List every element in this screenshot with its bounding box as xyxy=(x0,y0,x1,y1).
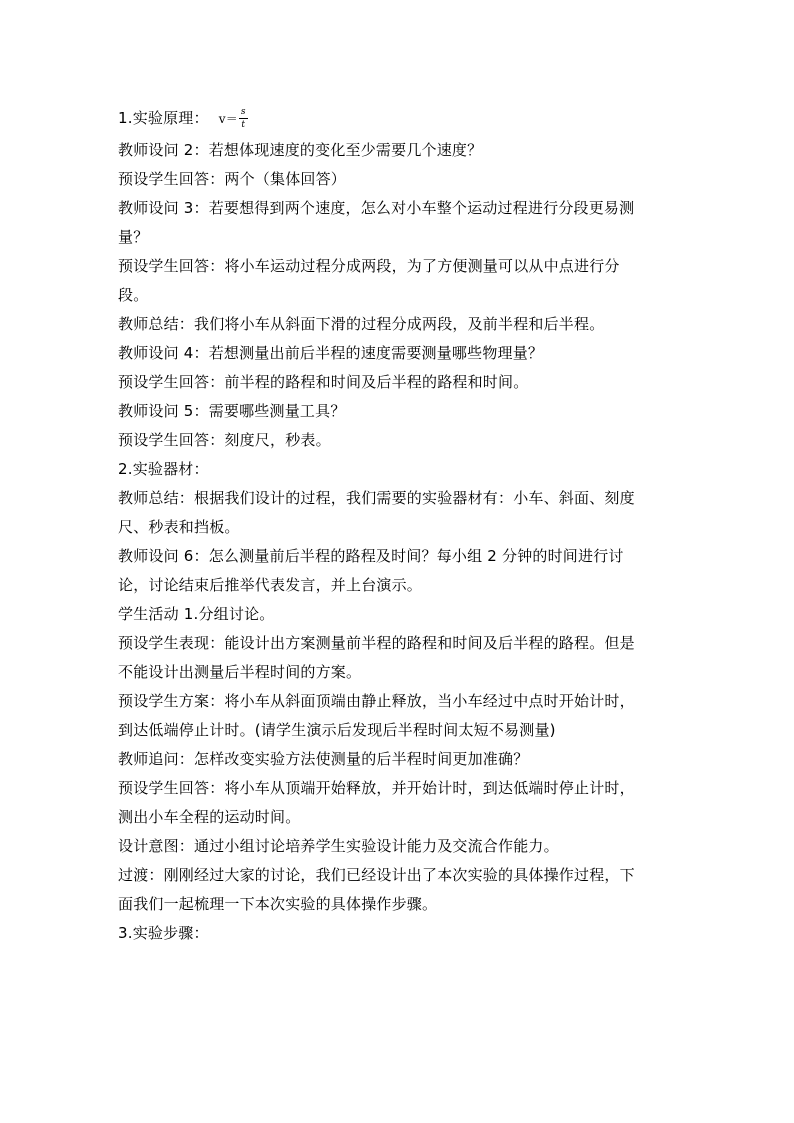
document-page xyxy=(118,100,678,948)
text-line: 教师设问 6：怎么测量前后半程的路程及时间？每小组 2 分钟的时间进行讨 xyxy=(118,547,624,565)
formula-numerator: s xyxy=(240,107,246,117)
formula-lhs: v＝ xyxy=(218,111,238,126)
text-line: 不能设计出测量后半程时间的方案。 xyxy=(118,663,362,681)
text-line: 段。 xyxy=(118,286,149,304)
text-line: 设计意图：通过小组讨论培养学生实验设计能力及交流合作能力。 xyxy=(118,837,559,855)
text-line: 预设学生表现：能设计出方案测量前半程的路程和时间及后半程的路程。但是 xyxy=(118,634,635,652)
text-line: 教师设问 5：需要哪些测量工具？ xyxy=(118,402,346,420)
text-line: 论，讨论结束后推举代表发言，并上台演示。 xyxy=(118,576,423,594)
text-line: 预设学生回答：将小车运动过程分成两段，为了方便测量可以从中点进行分 xyxy=(118,257,620,275)
text-line: 教师设问 3：若要想得到两个速度，怎么对小车整个运动过程进行分段更易测 xyxy=(118,199,635,217)
text-line: 预设学生回答：将小车从顶端开始释放，并开始计时，到达低端时停止计时， xyxy=(118,779,635,797)
text-line: 教师设问 4：若想测量出前后半程的速度需要测量哪些物理量？ xyxy=(118,344,544,362)
text-line: 教师设问 2：若想体现速度的变化至少需要几个速度？ xyxy=(118,141,483,159)
text-line: 测出小车全程的运动时间。 xyxy=(118,808,301,826)
text-line: 教师追问：怎样改变实验方法使测量的后半程时间更加准确？ xyxy=(118,750,529,768)
text-line: 预设学生方案：将小车从斜面顶端由静止释放，当小车经过中点时开始计时， xyxy=(118,692,635,710)
text-line: 到达低端停止计时。(请学生演示后发现后半程时间太短不易测量) xyxy=(118,721,556,739)
text-line: 2.实验器材： xyxy=(118,460,209,478)
text-line: 尺、秒表和挡板。 xyxy=(118,518,240,536)
experiment-principle-line xyxy=(118,100,678,136)
text-line: 面我们一起梳理一下本次实验的具体操作步骤。 xyxy=(118,895,438,913)
principle-label: 1.实验原理： xyxy=(118,109,209,127)
text-line: 预设学生回答：两个（集体回答） xyxy=(118,170,347,188)
text-line: 量？ xyxy=(118,228,149,246)
text-line: 预设学生回答：前半程的路程和时间及后半程的路程和时间。 xyxy=(118,373,529,391)
text-line: 教师总结：我们将小车从斜面下滑的过程分成两段，及前半程和后半程。 xyxy=(118,315,605,333)
text-line: 学生活动 1.分组讨论。 xyxy=(118,605,275,623)
text-line: 预设学生回答：刻度尺，秒表。 xyxy=(118,431,331,449)
text-line: 3.实验步骤： xyxy=(118,924,209,942)
document-body xyxy=(118,136,678,948)
formula-denominator: t xyxy=(241,120,246,130)
text-line: 过渡：刚刚经过大家的讨论，我们已经设计出了本次实验的具体操作过程，下 xyxy=(118,866,635,884)
formula-fraction xyxy=(239,108,248,130)
text-line: 教师总结：根据我们设计的过程，我们需要的实验器材有：小车、斜面、刻度 xyxy=(118,489,635,507)
velocity-formula xyxy=(219,101,248,137)
